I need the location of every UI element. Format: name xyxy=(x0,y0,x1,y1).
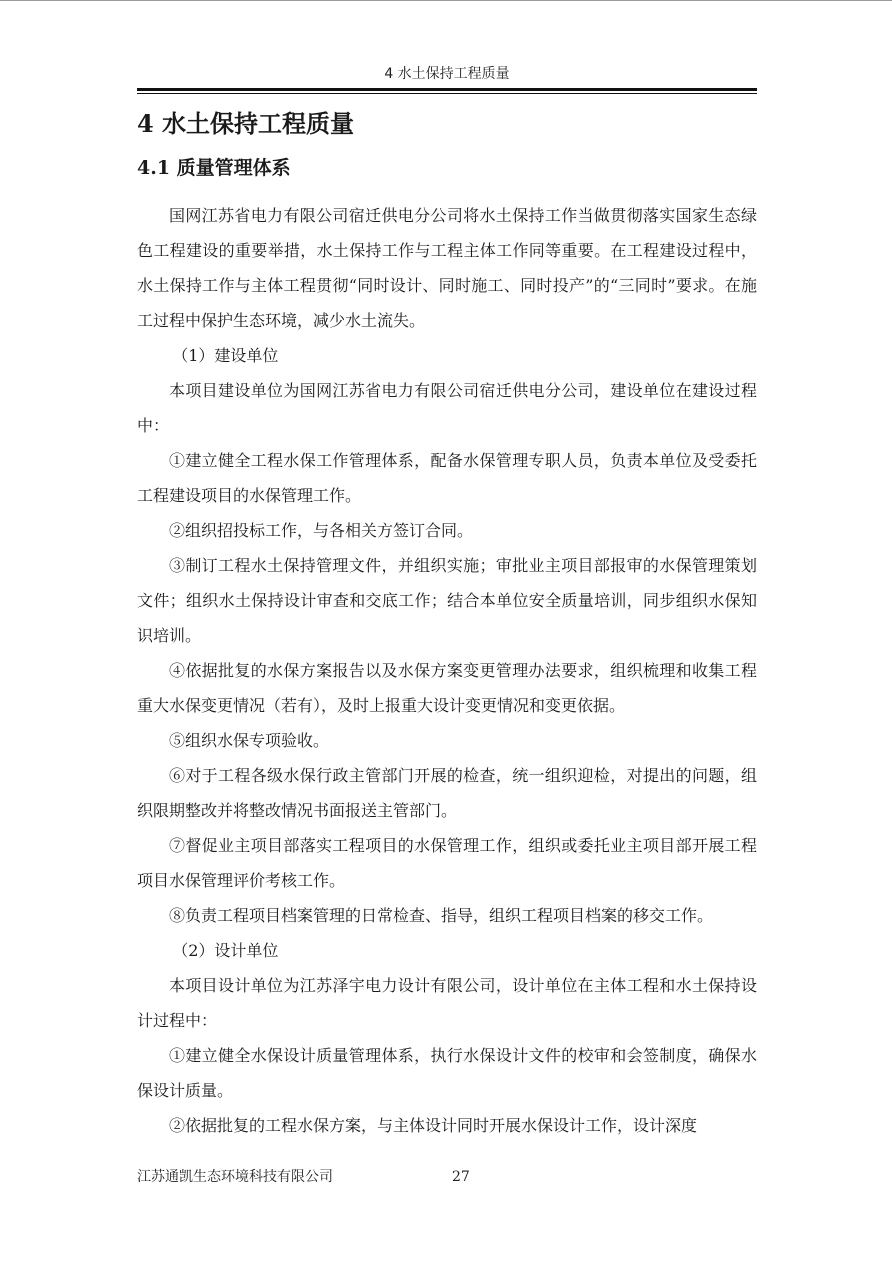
body-text xyxy=(137,198,757,1143)
page-number: 27 xyxy=(452,1169,470,1185)
part2-item-2: ②依据批复的工程水保方案，与主体设计同时开展水保设计工作，设计深度 xyxy=(169,1116,698,1135)
part1-item-2: ②组织招投标工作，与各相关方签订合同。 xyxy=(169,521,474,540)
intro-paragraph: 国网江苏省电力有限公司宿迁供电分公司将水土保持工作当做贯彻落实国家生态绿色工程建设的重要举措，水土保持工作与工程主体工作同等重要。在工程建设过程中，水土保持工作与主体工程贯彻“同时设计、同时施工、同时投产”的“三同时”要求。在施工过程中保护生态环境，减少水土流失。 xyxy=(137,206,757,330)
running-header: 4 水土保持工程质量 xyxy=(384,66,510,82)
part1-item-5: ⑤组织水保专项验收。 xyxy=(169,731,330,750)
part1-item-8: ⑧负责工程项目档案管理的日常检查、指导，组织工程项目档案的移交工作。 xyxy=(169,906,714,925)
header-rule-thin xyxy=(137,93,757,94)
header-rule-thick xyxy=(137,88,757,91)
part2-item-1: ①建立健全水保设计质量管理体系，执行水保设计文件的校审和会签制度，确保水保设计质量。 xyxy=(137,1046,757,1100)
part1-item-6: ⑥对于工程各级水保行政主管部门开展的检查，统一组织迎检，对提出的问题，组织限期整改并将整改情况书面报送主管部门。 xyxy=(137,766,757,820)
part1-heading: （1）建设单位 xyxy=(172,346,279,365)
part1-item-1: ①建立健全工程水保工作管理体系，配备水保管理专职人员，负责本单位及受委托工程建设项目的水保管理工作。 xyxy=(137,451,757,505)
part1-item-4: ④依据批复的水保方案报告以及水保方案变更管理办法要求，组织梳理和收集工程重大水保变更情况（若有），及时上报重大设计变更情况和变更依据。 xyxy=(137,661,757,715)
part1-intro: 本项目建设单位为国网江苏省电力有限公司宿迁供电分公司，建设单位在建设过程中： xyxy=(137,381,757,435)
part1-item-3: ③制订工程水土保持管理文件，并组织实施；审批业主项目部报审的水保管理策划文件；组织水土保持设计审查和交底工作；结合本单位安全质量培训，同步组织水保知识培训。 xyxy=(137,556,757,645)
part2-intro: 本项目设计单位为江苏泽宇电力设计有限公司，设计单位在主体工程和水土保持设计过程中： xyxy=(137,976,757,1030)
part2-heading: （2）设计单位 xyxy=(172,941,279,960)
page-top-border xyxy=(0,0,892,1)
footer-company: 江苏通凯生态环境科技有限公司 xyxy=(137,1169,333,1185)
section-title: 4.1 质量管理体系 xyxy=(137,157,291,179)
part1-item-7: ⑦督促业主项目部落实工程项目的水保管理工作，组织或委托业主项目部开展工程项目水保管理评价考核工作。 xyxy=(137,836,757,890)
chapter-title: 4 水土保持工程质量 xyxy=(137,109,355,138)
